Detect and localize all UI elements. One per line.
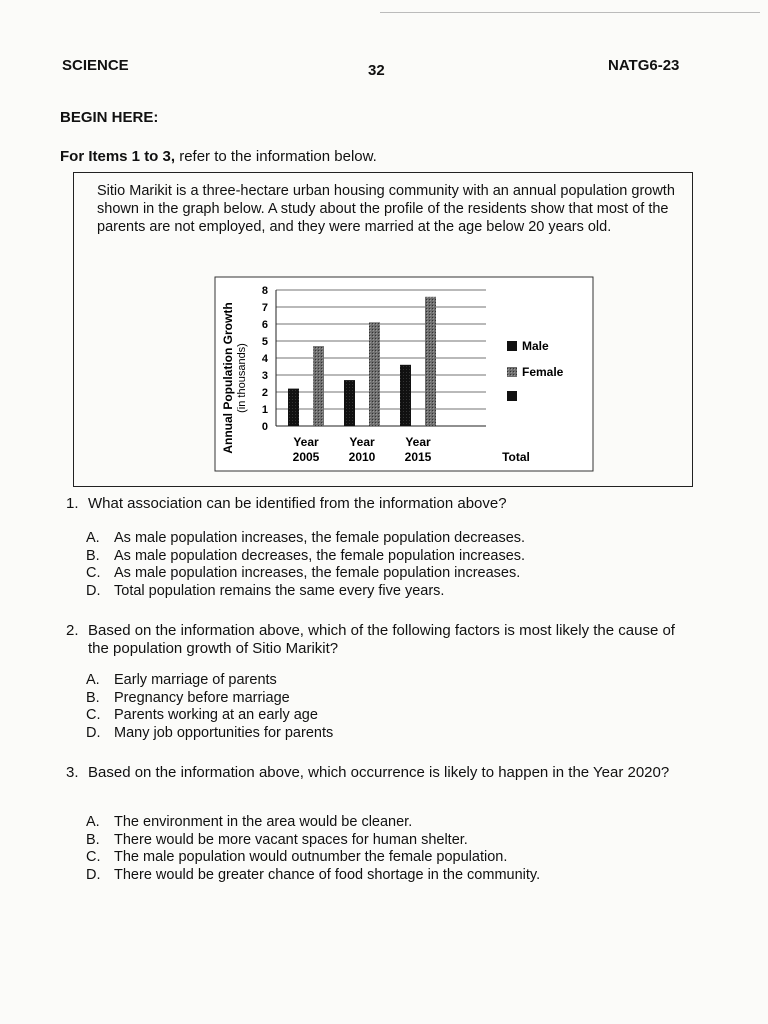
y-tick-label: 7 (261, 302, 268, 314)
option-letter: B. (86, 547, 100, 564)
option-text: Many job opportunities for parents (114, 724, 334, 741)
bar-female-2005 (313, 346, 324, 426)
option-letter: A. (86, 530, 100, 546)
option-d[interactable] (86, 867, 686, 885)
option-text: Pregnancy before marriage (114, 689, 290, 706)
option-letter: C. (86, 849, 101, 865)
option-d[interactable] (86, 583, 686, 601)
y-tick-label: 8 (261, 285, 268, 297)
option-c[interactable] (86, 849, 686, 867)
option-b[interactable] (86, 690, 686, 708)
page-number: 32 (368, 62, 385, 79)
x-tick-label-line2: 2015 (404, 450, 432, 464)
x-tick-label-line1: Year (405, 435, 431, 449)
option-letter: A. (86, 672, 100, 688)
y-tick-label: 1 (261, 404, 268, 416)
question-number: 3. (66, 764, 79, 781)
option-text: The environment in the area would be cleaner. (114, 814, 413, 830)
question-text: Based on the information above, which of the following factors is most likely the cause of the population growth of Sitio Marikit? (88, 622, 675, 657)
option-text: As male population increases, the female population increases. (114, 565, 521, 581)
question-2-options (86, 672, 686, 742)
top-rule (380, 12, 760, 13)
question-3-options (86, 814, 686, 884)
option-b[interactable] (86, 548, 686, 566)
option-letter: B. (86, 831, 100, 848)
option-text: As male population increases, the female population decreases. (114, 530, 526, 546)
option-a[interactable] (86, 530, 686, 548)
legend-swatch-male (507, 341, 517, 351)
begin-label: BEGIN HERE: (60, 109, 159, 126)
y-tick-label: 3 (261, 370, 268, 382)
subject-header: SCIENCE (62, 57, 129, 74)
x-tick-label-line1: Year (293, 435, 319, 449)
instruction-bold: For Items 1 to 3, (60, 148, 176, 165)
option-letter: C. (86, 565, 101, 581)
option-text: There would be more vacant spaces for human shelter. (114, 831, 468, 848)
y-tick-label: 4 (261, 353, 268, 365)
x-tick-label-line2: 2010 (348, 450, 376, 464)
items-instruction (60, 148, 377, 165)
option-letter: C. (86, 707, 101, 723)
question-1-options (86, 530, 686, 600)
option-c[interactable] (86, 707, 686, 725)
legend-swatch-female (507, 367, 517, 377)
population-growth-chart (214, 276, 594, 472)
option-a[interactable] (86, 672, 686, 690)
option-letter: D. (86, 866, 101, 883)
question-number: 1. (66, 495, 79, 512)
legend-label-female: Female (522, 365, 564, 379)
bar-male-2015 (400, 365, 411, 426)
question-number: 2. (66, 622, 79, 639)
option-d[interactable] (86, 725, 686, 743)
y-tick-label: 6 (261, 319, 268, 331)
option-text: Early marriage of parents (114, 672, 277, 688)
bar-female-2015 (425, 297, 436, 426)
y-tick-label: 2 (261, 387, 268, 399)
bar-female-2010 (369, 322, 380, 426)
exam-code: NATG6-23 (608, 57, 680, 74)
option-b[interactable] (86, 832, 686, 850)
passage-text: Sitio Marikit is a three-hectare urban housing community with an annual population growth shown in the graph below. A study about the profile of the residents show that most of the parents are not employed, and they were married at the age below 20 years old. (97, 183, 675, 235)
option-letter: D. (86, 582, 101, 599)
option-letter: A. (86, 814, 100, 830)
bar-male-2010 (344, 380, 355, 426)
y-axis-label: Annual Population Growth (221, 302, 235, 454)
y-tick-label: 5 (261, 336, 268, 348)
option-text: The male population would outnumber the female population. (114, 849, 508, 865)
option-c[interactable] (86, 565, 686, 583)
question-text: Based on the information above, which occurrence is likely to happen in the Year 2020? (88, 764, 670, 781)
question-text: What association can be identified from the information above? (88, 495, 507, 512)
y-tick-label: 0 (261, 421, 268, 433)
option-text: As male population decreases, the female population increases. (114, 547, 526, 564)
option-a[interactable] (86, 814, 686, 832)
legend-swatch-unnamed (507, 391, 517, 401)
legend-label-male: Male (522, 339, 549, 353)
option-text: Total population remains the same every five years. (114, 582, 445, 599)
bar-male-2005 (288, 389, 299, 426)
option-letter: B. (86, 689, 100, 706)
x-tick-label-line1: Year (349, 435, 375, 449)
option-text: Parents working at an early age (114, 707, 318, 723)
instruction-rest: refer to the information below. (175, 148, 377, 165)
x-tick-label-total: Total (502, 450, 530, 464)
option-text: There would be greater chance of food shortage in the community. (114, 866, 541, 883)
option-letter: D. (86, 724, 101, 741)
y-axis-sublabel: (in thousands) (236, 343, 248, 413)
x-tick-label-line2: 2005 (292, 450, 320, 464)
